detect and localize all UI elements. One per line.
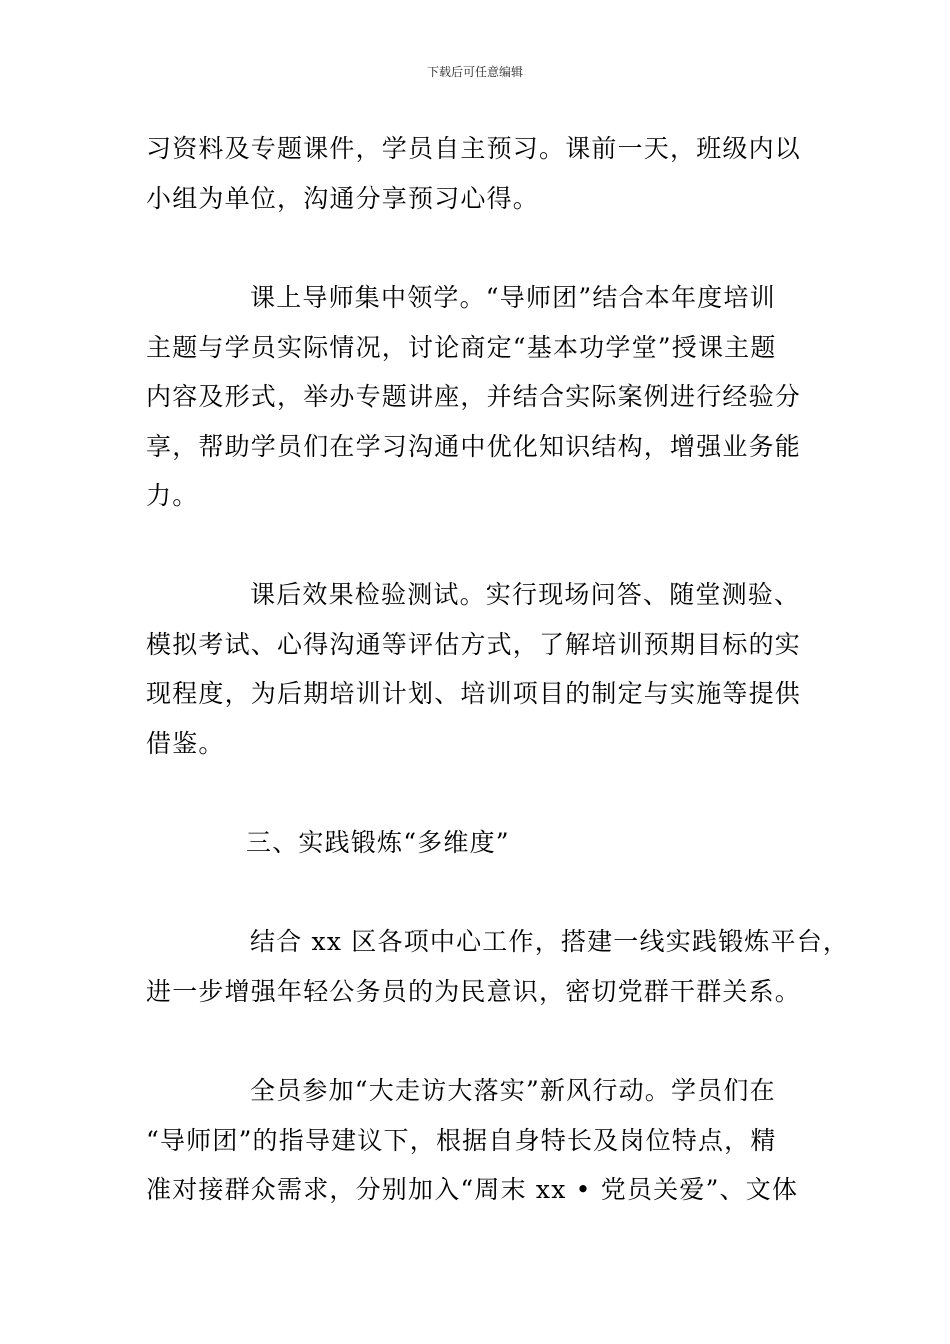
text-line: 准对接群众需求，分别加入“周末 xx • 党员关爱”、文体 bbox=[146, 1175, 799, 1204]
paragraph-after-class-test bbox=[146, 570, 836, 768]
page-header-note: 下载后可任意编辑 bbox=[426, 65, 523, 79]
text-line: 全员参加“大走访大落实”新风行动。学员们在 bbox=[250, 1076, 776, 1105]
text-line: 课上导师集中领学。“导师团”结合本年度培训 bbox=[250, 283, 776, 312]
text-line: 享，帮助学员们在学习沟通中优化知识结构，增强业务能 bbox=[146, 431, 802, 461]
section-heading bbox=[146, 818, 836, 868]
paragraph-continuation bbox=[146, 124, 836, 223]
heading-text: 三、实践锻炼“多维度” bbox=[246, 828, 510, 857]
text-line: 模拟考试、心得沟通等评估方式，了解培训预期目标的实 bbox=[146, 629, 802, 659]
paragraph-visit-action bbox=[146, 1066, 836, 1215]
text-line: 借鉴。 bbox=[146, 728, 225, 758]
text-line: 内容及形式，举办专题讲座，并结合实际案例进行经验分 bbox=[146, 382, 802, 411]
text-line: 结合 xx 区各项中心工作，搭建一线实践锻炼平台， bbox=[250, 927, 850, 956]
paragraph-practice-platform bbox=[146, 917, 850, 1016]
text-line: 进一步增强年轻公务员的为民意识，密切党群干群关系。 bbox=[146, 976, 802, 1006]
text-line: 力。 bbox=[146, 481, 199, 510]
text-line: 小组为单位，沟通分享预习心得。 bbox=[146, 183, 540, 213]
text-line: 主题与学员实际情况，讨论商定“基本功学堂”授课主题 bbox=[146, 332, 777, 362]
text-line: 课后效果检验测试。实行现场问答、随堂测验、 bbox=[250, 580, 801, 609]
text-line: 习资料及专题课件，学员自主预习。课前一天，班级内以 bbox=[146, 134, 802, 163]
text-line: 现程度，为后期培训计划、培训项目的制定与实施等提供 bbox=[146, 679, 802, 708]
text-line: “导师团”的指导建议下，根据自身特长及岗位特点，精 bbox=[146, 1125, 777, 1155]
paragraph-classroom-lead bbox=[146, 273, 836, 521]
